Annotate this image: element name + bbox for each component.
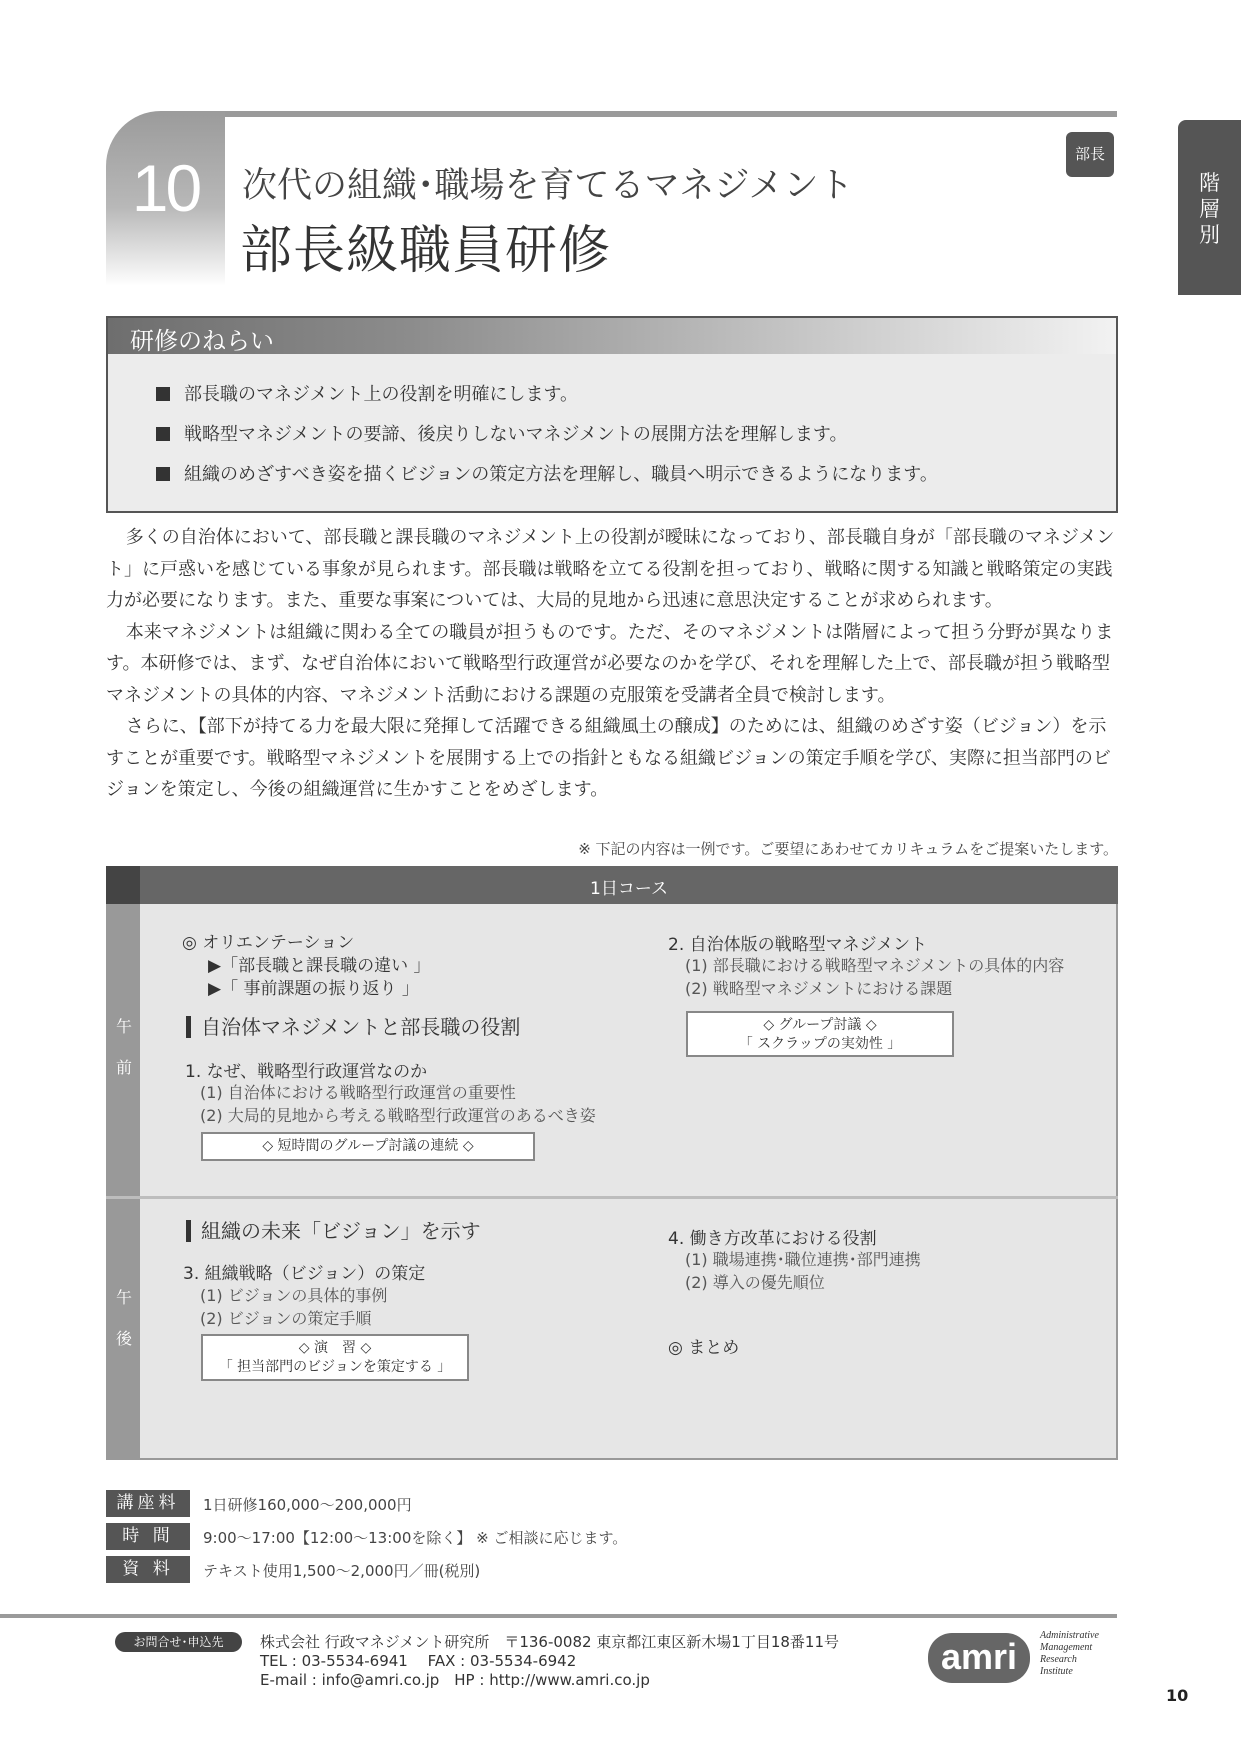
summary-label: ◎ まとめ: [668, 1338, 740, 1358]
aim-text: 組織のめざすべき姿を描くビジョンの策定方法を理解し、職員へ明示できるようになります。: [184, 464, 938, 485]
am-pm-divider: [106, 1196, 1118, 1199]
topic-1-sub: (2) 大局的見地から考える戦略型行政運営のあるべき姿: [200, 1106, 596, 1125]
pm-char: 後: [115, 1329, 132, 1348]
course-title: 部長級職員研修: [240, 221, 612, 281]
logo-sub-line: Institute: [1040, 1666, 1073, 1677]
pm-char: 午: [115, 1288, 132, 1307]
am-side-label: [108, 904, 140, 1196]
logo-sub-line: Management: [1040, 1642, 1093, 1653]
square-bullet-icon: [156, 467, 170, 481]
aim-item: [156, 460, 938, 486]
aim-item: [156, 380, 578, 406]
topic-3: 3. 組織戦略（ビジョン）の策定: [183, 1264, 426, 1284]
orientation-item: ▶「 事前課題の振り返り 」: [208, 979, 419, 999]
material-value: テキスト使用1,500～2,000円／冊(税別): [203, 1562, 481, 1580]
pm-section-heading: 組織の未来「ビジョン」を示す: [186, 1220, 481, 1242]
schedule-header-label: 1日コース: [590, 879, 668, 899]
page-number: 10: [1166, 1686, 1189, 1705]
logo-sub-line: Administrative: [1040, 1630, 1099, 1641]
square-bullet-icon: [156, 387, 170, 401]
time-value: 9:00～17:00【12:00～13:00を除く】 ※ ご相談に応じます。: [203, 1529, 628, 1547]
orientation-item: ▶「部長職と課長職の違い 」: [208, 956, 431, 976]
square-bullet-icon: [156, 427, 170, 441]
paragraph: 多くの自治体において、部長職と課長職のマネジメント上の役割が曖昧になっており、部長職自身が「部長職のマネジメント」に戸惑いを感じている事象が見られます。部長職は戦略を立てる役割を担っており、戦略に関する知識と戦略策定の実践力が必要になります。また、重要な事案については、大局的見地から迅速に意思決定することが求められます。: [106, 527, 1115, 611]
topic-3-sub: (2) ビジョンの策定手順: [200, 1309, 372, 1328]
contact-label: お問合せ･申込先: [115, 1632, 242, 1652]
side-index-tab: [1178, 120, 1241, 295]
aim-text: 部長職のマネジメント上の役割を明確にします。: [184, 384, 579, 405]
company-address: 株式会社 行政マネジメント研究所 〒136-0082 東京都江東区新木場1丁目18番11号: [260, 1633, 840, 1651]
topic-4-sub: (2) 導入の優先順位: [685, 1273, 825, 1292]
pm-side-label: [108, 1199, 140, 1458]
side-tab-char: 階: [1199, 171, 1220, 195]
topic-2-sub: (1) 部長職における戦略型マネジメントの具体的内容: [685, 956, 1065, 975]
paragraph: さらに、【部下が持てる力を最大限に発揮して活躍できる組織風土の醸成】のためには、組織のめざす姿（ビジョン）を示すことが重要です。戦略型マネジメントを展開する上での指針ともなる組織ビジョンの策定手順を学び、実際に担当部門のビジョンを策定し、今後の組織運営に生かすことをめざします。: [106, 716, 1111, 800]
curriculum-note: ※ 下記の内容は一例です。ご要望にあわせてカリキュラムをご提案いたします。: [578, 840, 1118, 858]
aims-title: 研修のねらい: [130, 327, 274, 355]
am-char: 前: [115, 1058, 132, 1077]
course-subtitle: 次代の組織･職場を育てるマネジメント: [242, 166, 854, 206]
time-label: 時 間: [106, 1523, 190, 1550]
header-rule: [225, 111, 1117, 117]
am-section-heading: 自治体マネジメントと部長職の役割: [186, 1016, 520, 1038]
phone-fax: TEL : 03-5534-6941 FAX : 03-5534-6942: [260, 1652, 577, 1670]
side-tab-char: 層: [1199, 197, 1220, 221]
box-line: ◇ 演 習 ◇: [298, 1340, 372, 1356]
aim-item: [156, 420, 847, 446]
side-tab-char: 別: [1199, 223, 1220, 247]
box-line: 「 担当部門のビジョンを策定する 」: [218, 1359, 452, 1375]
topic-1: 1. なぜ、戦略型行政運営なのか: [185, 1062, 428, 1082]
topic-4-sub: (1) 職場連携･職位連携･部門連携: [685, 1250, 921, 1269]
am-char: 午: [115, 1017, 132, 1036]
course-number: 10: [131, 151, 200, 225]
schedule-header-corner: [106, 866, 140, 904]
group-discussion-box: ◇ 短時間のグループ討議の連続 ◇: [201, 1132, 535, 1161]
amri-logo: amri: [928, 1633, 1030, 1683]
fee-value: 1日研修160,000～200,000円: [203, 1496, 412, 1514]
orientation-label: ◎ オリエンテーション: [182, 933, 355, 953]
topic-2-sub: (2) 戦略型マネジメントにおける課題: [685, 979, 953, 998]
material-label: 資 料: [106, 1556, 190, 1583]
fee-label: 講座料: [106, 1490, 190, 1517]
box-line: ◇ グループ討議 ◇: [763, 1017, 877, 1033]
topic-4: 4. 働き方改革における役割: [668, 1229, 877, 1249]
paragraph: 本来マネジメントは組織に関わる全ての職員が担うものです。ただ、そのマネジメントは階層によって担う分野が異なります。本研修では、まず、なぜ自治体において戦略型行政運営が必要なのかを学び、それを理解した上で、部長職が担う戦略型マネジメントの具体的内容、マネジメント活動における課題の克服策を受講者全員で検討します。: [106, 621, 1114, 706]
logo-subtitle: [1040, 1630, 1099, 1678]
group-discussion-box: [686, 1011, 954, 1057]
topic-3-sub: (1) ビジョンの具体的事例: [200, 1286, 388, 1305]
aim-text: 戦略型マネジメントの要諦、後戻りしないマネジメントの展開方法を理解します。: [184, 424, 848, 445]
email-web: E-mail : info@amri.co.jp HP : http://www.amri.co.jp: [260, 1671, 650, 1689]
level-badge: 部長: [1066, 132, 1114, 177]
description: [106, 522, 1118, 806]
topic-1-sub: (1) 自治体における戦略型行政運営の重要性: [200, 1083, 516, 1102]
logo-sub-line: Research: [1040, 1654, 1077, 1665]
exercise-box: [201, 1334, 469, 1381]
topic-2: 2. 自治体版の戦略型マネジメント: [668, 935, 928, 955]
box-line: 「 スクラップの実効性 」: [738, 1036, 902, 1052]
footer-rule: [0, 1614, 1117, 1618]
